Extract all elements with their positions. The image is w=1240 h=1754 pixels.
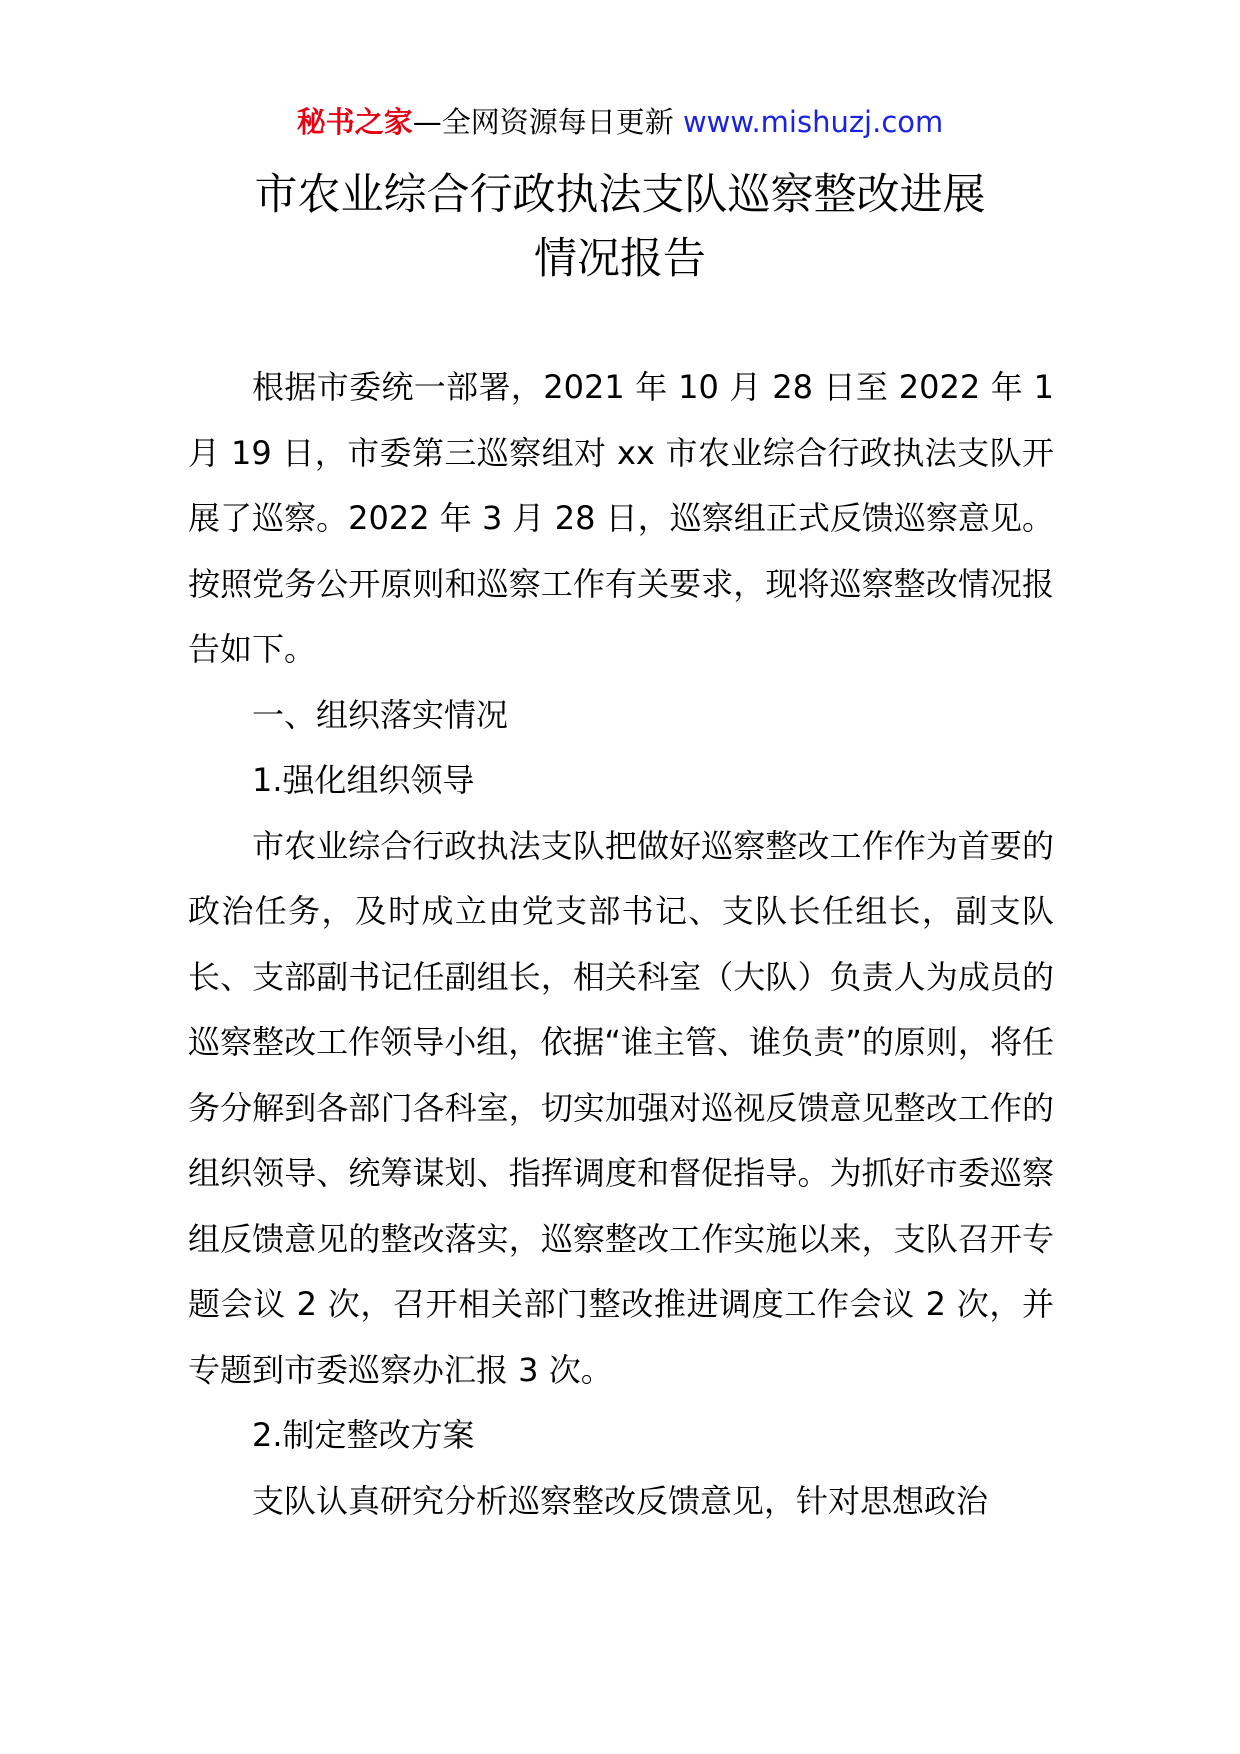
header-site-link[interactable]: www.mishuzj.com	[682, 105, 944, 139]
document-title	[0, 163, 1240, 291]
section-heading-1: 一、组织落实情况	[252, 695, 509, 734]
paragraph-intro: 根据市委统一部署，2021 年 10 月 28 日至 2022 年 1 月 19 日，市委第三巡察组对 xx 市农业综合行政执法支队开展了巡察。2022 年 3 月 28 日，巡察组正式反馈巡察意见。按照党务公开原则和巡察工作有关要求，现将巡察整改情况报告如下。	[188, 368, 1054, 668]
paragraph-leadership: 市农业综合行政执法支队把做好巡察整改工作作为首要的政治任务，及时成立由党支部书记、支队长任组长，副支队长、支部副书记任副组长，相关科室（大队）负责人为成员的巡察整改工作领导小组，依据“谁主管、谁负责”的原则，将任务分解到各部门各科室，切实加强对巡视反馈意见整改工作的组织领导、统筹谋划、指挥调度和督促指导。为抓好市委巡察组反馈意见的整改落实，巡察整改工作实施以来，支队召开专题会议 2 次，召开相关部门整改推进调度工作会议 2 次，并专题到市委巡察办汇报 3 次。	[188, 826, 1054, 1389]
subheading-1: 1.强化组织领导	[252, 761, 475, 799]
header-brand: 秘书之家	[296, 105, 413, 139]
title-line-1: 市农业综合行政执法支队巡察整改进展	[254, 170, 986, 220]
title-line-2: 情况报告	[534, 234, 706, 284]
paragraph-plan: 支队认真研究分析巡察整改反馈意见，针对思想政治	[252, 1481, 989, 1520]
header-tagline: —全网资源每日更新	[412, 105, 674, 139]
document-body	[188, 355, 1054, 1534]
source-header	[0, 100, 1240, 144]
subheading-2: 2.制定整改方案	[252, 1416, 475, 1454]
